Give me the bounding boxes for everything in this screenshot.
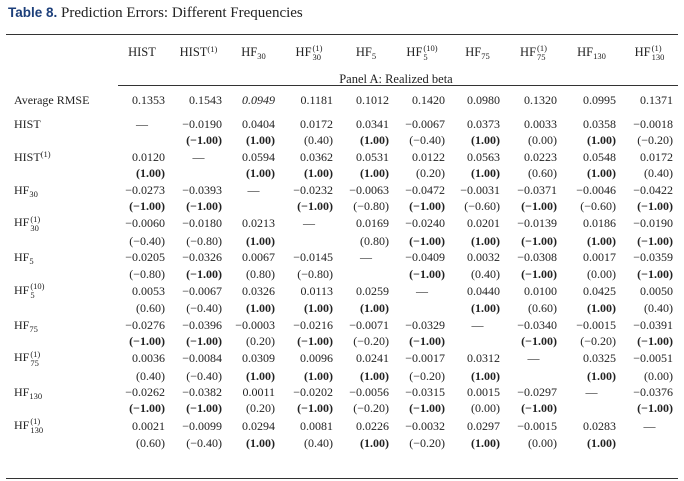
- error-value: 0.0201: [467, 216, 500, 231]
- error-value: −0.0099: [182, 418, 222, 433]
- sign-test-value: (1.00): [587, 166, 616, 181]
- row-label-text: $HF_5$: [14, 250, 34, 267]
- error-value: −0.0382: [182, 385, 222, 400]
- table-row-stat: [6, 132, 678, 148]
- sign-test-value: [227, 198, 280, 214]
- table-row: [6, 182, 678, 198]
- sign-test-value: (−0.20): [409, 368, 445, 383]
- bottom-rule: [6, 478, 678, 479]
- sign-test-value: (−1.00): [637, 401, 673, 416]
- error-value: −0.0139: [517, 216, 557, 231]
- error-value: 0.0100: [524, 283, 557, 298]
- column-header-label: $HF_{75}$: [465, 45, 490, 61]
- row-label: [6, 317, 114, 333]
- error-value: 0.0297: [467, 418, 500, 433]
- error-value: −0.0017: [405, 351, 445, 366]
- table-row-stat: [6, 165, 678, 181]
- table-row: [6, 317, 678, 333]
- table-row-stat: [6, 435, 678, 451]
- table-row: [6, 214, 678, 232]
- error-value: −0.0422: [633, 182, 673, 197]
- sign-test-value: (−0.20): [353, 401, 389, 416]
- table-row: [6, 116, 678, 132]
- sign-test-value: (−1.00): [637, 233, 673, 248]
- column-header: [114, 36, 170, 68]
- row-label-text: HIST: [14, 117, 41, 131]
- sign-test-value: (−1.00): [637, 199, 673, 214]
- column-header: [562, 36, 621, 68]
- sign-test-value: (−1.00): [186, 266, 222, 281]
- error-value: −0.0063: [349, 182, 389, 197]
- row-label: [6, 384, 114, 400]
- table-row-stat: [6, 300, 678, 316]
- row-label-text: HF (1) 75: [14, 348, 41, 368]
- sign-test-value: (1.00): [587, 133, 616, 148]
- row-label-header: [6, 36, 114, 68]
- error-value: 0.0223: [524, 149, 557, 164]
- column-header: [227, 36, 280, 68]
- sign-test-value: (1.00): [246, 368, 275, 383]
- error-value: 0.0186: [583, 216, 616, 231]
- error-value: −0.0391: [633, 317, 673, 332]
- error-value: −0.0056: [349, 385, 389, 400]
- error-value: −0.0376: [633, 385, 673, 400]
- error-value: 0.0213: [242, 216, 275, 231]
- column-header: [621, 36, 678, 68]
- error-value: −0.0326: [182, 250, 222, 265]
- sign-test-value: [450, 333, 505, 349]
- panel-label: Panel A: Realized beta: [339, 72, 453, 86]
- error-value: 0.0113: [300, 283, 333, 298]
- error-value: −0.0472: [405, 182, 445, 197]
- sign-test-value: (0.20): [246, 401, 275, 416]
- sign-test-value: (1.00): [136, 166, 165, 181]
- error-value: −0.0003: [235, 317, 275, 332]
- column-header-label: HF (10) 5: [406, 43, 438, 63]
- error-value: —: [360, 250, 372, 265]
- rmse-value: 0.1012: [356, 93, 389, 107]
- error-value: 0.0081: [300, 418, 333, 433]
- row-label: [6, 182, 114, 198]
- sign-test-value: [562, 400, 621, 416]
- rmse-value: 0.1353: [132, 93, 165, 107]
- error-value: −0.0359: [633, 250, 673, 265]
- error-value: −0.0273: [125, 182, 165, 197]
- error-value: −0.0051: [633, 351, 673, 366]
- sign-test-value: (−1.00): [521, 266, 557, 281]
- column-header: [280, 36, 338, 68]
- error-value: 0.0326: [242, 283, 275, 298]
- error-value: 0.0358: [583, 117, 616, 131]
- column-header: [450, 36, 505, 68]
- sign-test-value: (−0.20): [409, 436, 445, 451]
- error-value: 0.0404: [242, 117, 275, 131]
- row-label-text: $HF_{75}$: [14, 317, 38, 334]
- error-value: −0.0190: [182, 117, 222, 131]
- sign-test-value: (−1.00): [186, 401, 222, 416]
- column-header-label: HF (1) 75: [520, 43, 547, 63]
- rmse-value: 0.0995: [583, 93, 616, 107]
- sign-test-value: (−1.00): [521, 401, 557, 416]
- sign-test-value: (0.00): [587, 266, 616, 281]
- error-value: 0.0283: [583, 418, 616, 433]
- sign-test-value: (1.00): [304, 166, 333, 181]
- sign-test-value: (0.80): [360, 233, 389, 248]
- column-header: [338, 36, 394, 68]
- column-header: [505, 36, 562, 68]
- error-value: −0.0329: [405, 317, 445, 332]
- column-header-label: $HF_5$: [355, 45, 377, 61]
- error-value: −0.0202: [293, 385, 333, 400]
- sign-test-value: (1.00): [246, 301, 275, 316]
- table-row: [6, 249, 678, 265]
- sign-test-value: (−1.00): [186, 133, 222, 148]
- error-value: 0.0120: [132, 149, 165, 164]
- table-title: Prediction Errors: Different Frequencies: [61, 5, 303, 21]
- column-header-label: $HF_{30}$: [241, 45, 266, 61]
- sign-test-value: (1.00): [246, 233, 275, 248]
- sign-test-value: (1.00): [471, 436, 500, 451]
- top-rule: [6, 34, 678, 35]
- sign-test-value: (−1.00): [637, 333, 673, 348]
- sign-test-value: (0.60): [136, 301, 165, 316]
- sign-test-value: (0.60): [136, 436, 165, 451]
- rmse-value: 0.1543: [189, 93, 222, 107]
- table-row-stat: [6, 266, 678, 282]
- error-value: 0.0053: [132, 283, 165, 298]
- error-value: −0.0067: [182, 283, 222, 298]
- row-label-text: $HF_{130}$: [14, 385, 43, 402]
- prediction-errors-table: [6, 36, 678, 452]
- sign-test-value: (1.00): [360, 368, 389, 383]
- sign-test-value: (−0.40): [129, 233, 165, 248]
- table-row: [6, 417, 678, 435]
- sign-test-value: (1.00): [304, 368, 333, 383]
- sign-test-value: (−1.00): [409, 266, 445, 281]
- sign-test-value: (1.00): [246, 133, 275, 148]
- column-header-label: HF (1) 130: [634, 43, 665, 63]
- error-value: −0.0340: [517, 317, 557, 332]
- error-value: −0.0216: [293, 317, 333, 332]
- row-label-text: HF (10) 5: [14, 281, 45, 301]
- sign-test-value: (−0.40): [186, 368, 222, 383]
- sign-test-value: (1.00): [587, 368, 616, 383]
- error-value: —: [136, 117, 148, 131]
- error-value: −0.0396: [182, 317, 222, 332]
- error-value: 0.0241: [356, 351, 389, 366]
- rmse-label: Average RMSE: [14, 93, 90, 107]
- sign-test-value: (−1.00): [297, 333, 333, 348]
- sign-test-value: (1.00): [471, 301, 500, 316]
- rmse-value: 0.1420: [412, 93, 445, 107]
- error-value: 0.0325: [583, 351, 616, 366]
- sign-test-value: (−1.00): [129, 333, 165, 348]
- sign-test-value: (−0.20): [580, 333, 616, 348]
- table-row-stat: [6, 233, 678, 249]
- sign-test-value: (0.40): [644, 301, 673, 316]
- error-value: 0.0036: [132, 351, 165, 366]
- row-label: [6, 249, 114, 265]
- sign-test-value: (−0.60): [580, 199, 616, 214]
- sign-test-value: (0.00): [471, 401, 500, 416]
- sign-test-value: (1.00): [471, 368, 500, 383]
- sign-test-value: [280, 233, 338, 249]
- column-header: [394, 36, 450, 68]
- sign-test-value: (0.00): [528, 133, 557, 148]
- sign-test-value: (−0.60): [464, 199, 500, 214]
- sign-test-value: (−0.80): [353, 199, 389, 214]
- error-value: 0.0172: [640, 149, 673, 164]
- sign-test-value: (−1.00): [409, 233, 445, 248]
- sign-test-value: [394, 300, 450, 316]
- sign-test-value: (0.60): [528, 166, 557, 181]
- rmse-value: 0.1181: [300, 93, 333, 107]
- error-value: 0.0259: [356, 283, 389, 298]
- sign-test-value: (−1.00): [521, 333, 557, 348]
- error-value: −0.0190: [633, 216, 673, 231]
- error-value: −0.0180: [182, 216, 222, 231]
- sign-test-value: (0.60): [528, 301, 557, 316]
- row-label: [6, 349, 114, 367]
- sign-test-value: (1.00): [246, 166, 275, 181]
- error-value: 0.0032: [467, 250, 500, 265]
- sign-test-value: (0.40): [136, 368, 165, 383]
- error-value: —: [643, 418, 656, 433]
- error-value: 0.0563: [467, 149, 500, 164]
- sign-test-value: (−1.00): [186, 333, 222, 348]
- sign-test-value: (1.00): [471, 166, 500, 181]
- sign-test-value: (−1.00): [409, 401, 445, 416]
- row-label-text: HF (1) 30: [14, 213, 41, 233]
- sign-test-value: (−1.00): [297, 199, 333, 214]
- error-value: —: [585, 385, 598, 400]
- error-value: —: [303, 216, 315, 231]
- sign-test-value: (−1.00): [129, 199, 165, 214]
- sign-test-value: (−1.00): [129, 401, 165, 416]
- error-value: 0.0015: [467, 385, 500, 400]
- sign-test-value: (0.80): [246, 266, 275, 281]
- sign-test-value: (0.40): [471, 266, 500, 281]
- sign-test-value: (−1.00): [186, 199, 222, 214]
- row-label: [6, 417, 114, 435]
- error-value: 0.0169: [356, 216, 389, 231]
- table-caption: [8, 5, 303, 22]
- sign-test-value: (−1.00): [409, 199, 445, 214]
- error-value: 0.0440: [467, 283, 500, 298]
- error-value: 0.0011: [242, 385, 275, 400]
- error-value: −0.0015: [517, 418, 557, 433]
- sign-test-value: (1.00): [471, 133, 500, 148]
- error-value: −0.0297: [517, 385, 557, 400]
- error-value: −0.0145: [293, 250, 333, 265]
- sign-test-value: (−1.00): [297, 401, 333, 416]
- sign-test-value: (0.00): [644, 368, 673, 383]
- column-header-label: HIST: [128, 45, 156, 59]
- sign-test-value: (1.00): [587, 301, 616, 316]
- row-label-text: HIST$^{(1)}$: [14, 148, 51, 164]
- error-value: 0.0017: [583, 250, 616, 265]
- row-label: [6, 149, 114, 165]
- sign-test-value: (1.00): [587, 233, 616, 248]
- sign-test-value: (−1.00): [637, 266, 673, 281]
- error-value: 0.0172: [300, 117, 333, 131]
- sign-test-value: [338, 266, 394, 282]
- error-value: −0.0262: [125, 385, 165, 400]
- rmse-value: 0.1320: [524, 93, 557, 107]
- sign-test-value: (−0.40): [409, 133, 445, 148]
- column-header-label: HIST$^{(1)}$: [179, 44, 218, 59]
- sign-test-value: [621, 435, 678, 451]
- rmse-value: 0.0949: [242, 93, 275, 107]
- error-value: 0.0425: [583, 283, 616, 298]
- error-value: −0.0409: [405, 250, 445, 265]
- error-value: 0.0226: [356, 418, 389, 433]
- error-value: 0.0362: [300, 149, 333, 164]
- table-row-stat: [6, 368, 678, 384]
- error-value: 0.0050: [640, 283, 673, 298]
- error-value: —: [471, 317, 484, 332]
- error-value: −0.0071: [349, 317, 389, 332]
- error-value: −0.0046: [576, 182, 616, 197]
- sign-test-value: (0.40): [304, 436, 333, 451]
- error-value: 0.0096: [300, 351, 333, 366]
- error-value: 0.0067: [242, 250, 275, 265]
- table-row: [6, 384, 678, 400]
- sign-test-value: (0.40): [644, 166, 673, 181]
- sign-test-value: (−0.80): [129, 266, 165, 281]
- sign-test-value: (1.00): [471, 233, 500, 248]
- sign-test-value: (1.00): [587, 436, 616, 451]
- sign-test-value: (1.00): [360, 301, 389, 316]
- error-value: −0.0067: [405, 117, 445, 131]
- error-value: 0.0594: [242, 149, 275, 164]
- column-header: [170, 36, 227, 68]
- error-value: −0.0018: [633, 117, 673, 131]
- sign-test-value: (−0.40): [186, 301, 222, 316]
- error-value: −0.0031: [460, 182, 500, 197]
- error-value: 0.0021: [132, 418, 165, 433]
- sign-test-value: [170, 165, 227, 181]
- panel-row: [6, 68, 678, 90]
- sign-test-value: (1.00): [360, 133, 389, 148]
- row-label: [6, 116, 114, 132]
- sign-test-value: (−0.80): [297, 266, 333, 281]
- sign-test-value: [114, 132, 170, 148]
- error-value: 0.0548: [583, 149, 616, 164]
- sign-test-value: (−1.00): [521, 233, 557, 248]
- error-value: 0.0294: [242, 418, 275, 433]
- sign-test-value: [505, 368, 562, 384]
- row-label-text: $HF_{30}$: [14, 182, 38, 199]
- sign-test-value: (−1.00): [409, 333, 445, 348]
- table-row-stat: [6, 198, 678, 214]
- error-value: −0.0371: [517, 182, 557, 197]
- error-value: −0.0032: [405, 418, 445, 433]
- column-header-label: HF (1) 30: [295, 43, 323, 63]
- rmse-value: 0.0980: [467, 93, 500, 107]
- error-value: −0.0232: [293, 182, 333, 197]
- sign-test-value: (−0.40): [186, 436, 222, 451]
- row-label: [6, 214, 114, 232]
- rmse-row: [6, 90, 678, 110]
- error-value: 0.0341: [356, 117, 389, 131]
- sign-test-value: (−1.00): [521, 199, 557, 214]
- sign-test-value: (−0.20): [353, 333, 389, 348]
- error-value: −0.0205: [125, 250, 165, 265]
- sign-test-value: (0.20): [246, 333, 275, 348]
- error-value: —: [247, 182, 260, 197]
- sign-test-value: (1.00): [304, 301, 333, 316]
- column-header-label: $HF_{130}$: [577, 45, 606, 61]
- sign-test-value: (1.00): [360, 166, 389, 181]
- sign-test-value: (−0.20): [637, 133, 673, 148]
- row-label: [6, 282, 114, 300]
- table-row-stat: [6, 400, 678, 416]
- error-value: —: [416, 283, 428, 298]
- error-value: —: [527, 351, 540, 366]
- sign-test-value: (1.00): [246, 436, 275, 451]
- table-row: [6, 349, 678, 367]
- error-value: 0.0373: [467, 117, 500, 131]
- table-row: [6, 149, 678, 165]
- header-row: [6, 36, 678, 68]
- error-value: 0.0531: [356, 149, 389, 164]
- sign-test-value: (−0.80): [186, 233, 222, 248]
- error-value: −0.0015: [576, 317, 616, 332]
- error-value: −0.0308: [517, 250, 557, 265]
- sign-test-value: (0.40): [304, 133, 333, 148]
- error-value: 0.0033: [524, 117, 557, 131]
- error-value: 0.0122: [412, 149, 445, 164]
- error-value: 0.0309: [242, 351, 275, 366]
- error-value: −0.0084: [182, 351, 222, 366]
- sign-test-value: (0.20): [416, 166, 445, 181]
- sign-test-value: (1.00): [360, 436, 389, 451]
- error-value: −0.0393: [182, 182, 222, 197]
- error-value: −0.0240: [405, 216, 445, 231]
- table-row-stat: [6, 333, 678, 349]
- error-value: −0.0060: [125, 216, 165, 231]
- table-row: [6, 282, 678, 300]
- rmse-value: 0.1371: [640, 93, 673, 107]
- error-value: −0.0276: [125, 317, 165, 332]
- sign-test-value: (0.00): [528, 436, 557, 451]
- row-label-text: HF (1) 130: [14, 416, 44, 436]
- error-value: —: [192, 149, 205, 164]
- error-value: −0.0315: [405, 385, 445, 400]
- table-label: Table 8.: [8, 5, 58, 20]
- error-value: 0.0312: [467, 351, 500, 366]
